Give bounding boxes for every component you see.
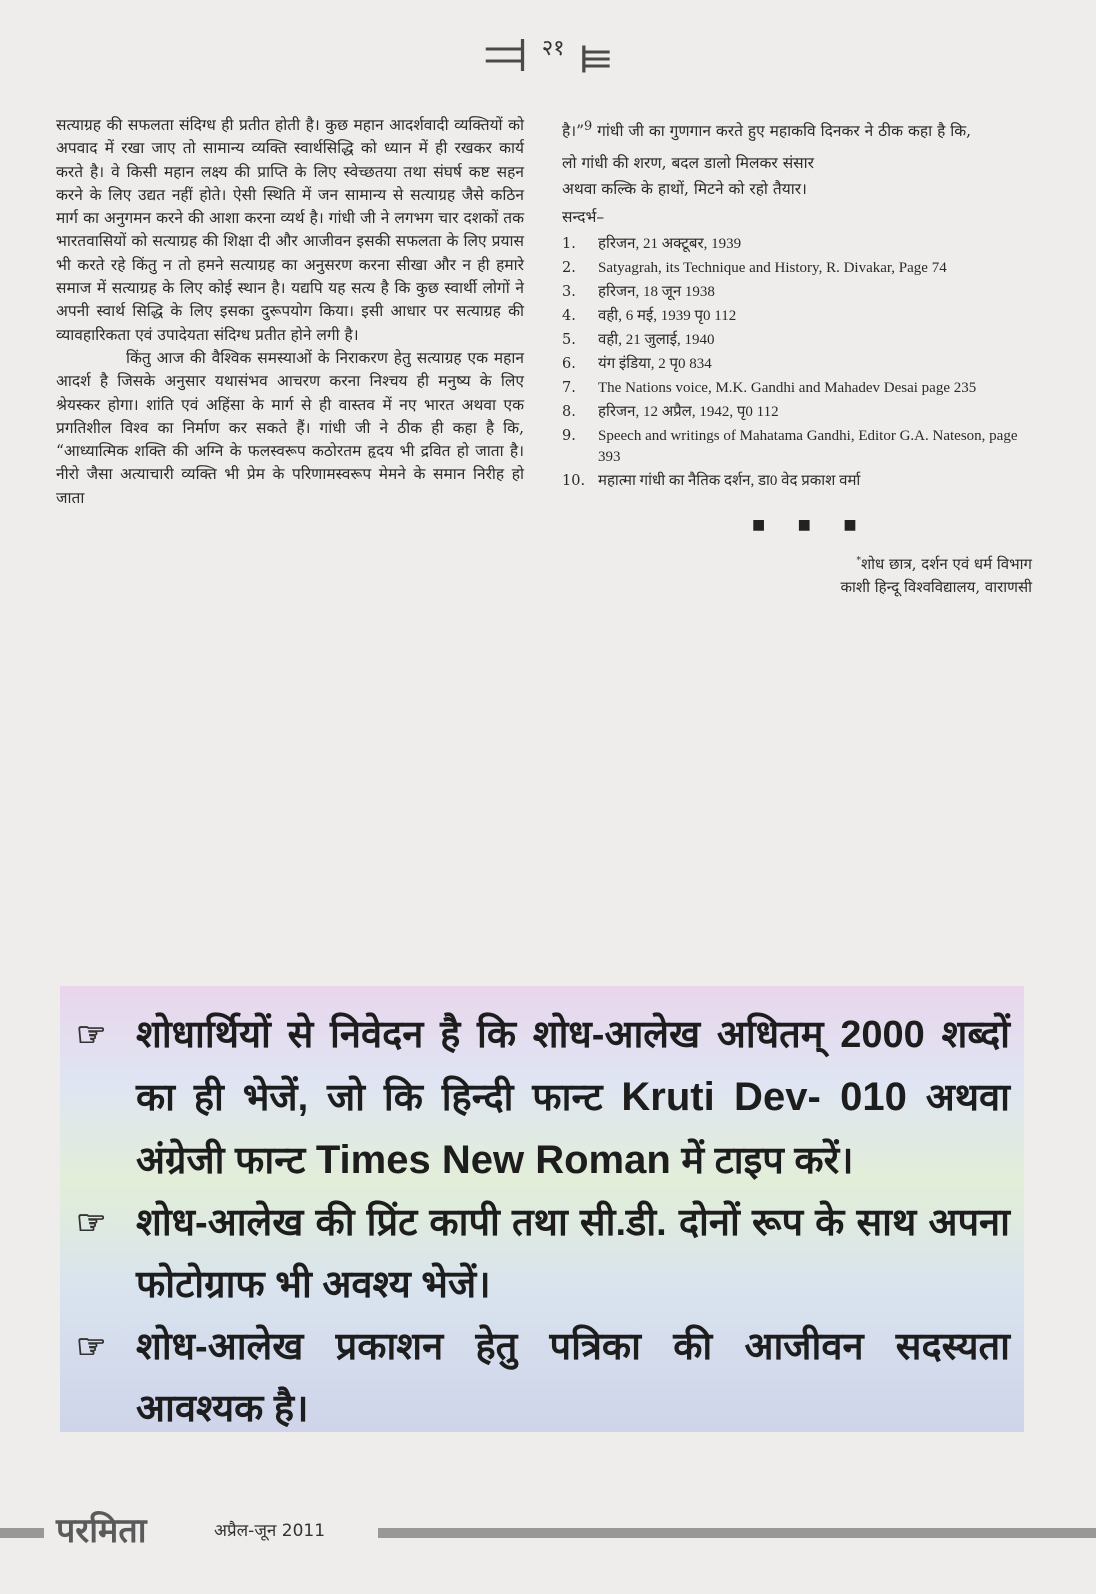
- journal-name: परमिता: [56, 1511, 147, 1551]
- reference-number: 5.: [562, 332, 576, 349]
- reference-item: [562, 282, 1032, 303]
- reference-number: 7.: [562, 380, 576, 397]
- font-name-krutidev: Kruti Dev- 010: [621, 1075, 907, 1119]
- reference-text: हरिजन, 21 अक्टूबर, 1939: [598, 236, 742, 253]
- reference-item: [562, 330, 1032, 351]
- reference-item: [562, 234, 1032, 255]
- reference-number: 8.: [562, 404, 576, 421]
- continued-quote-end: है।”: [562, 122, 585, 141]
- poem-quote: [562, 150, 1032, 202]
- footer-rule-right: [378, 1528, 1096, 1538]
- reference-item: [562, 306, 1032, 327]
- notice-box: [60, 986, 1024, 1432]
- continued-paragraph: [562, 114, 1032, 144]
- header-right-ornament: ⫢: [578, 18, 612, 86]
- reference-item: [562, 258, 1032, 279]
- notice-item: [76, 1192, 1010, 1316]
- issue-date: अप्रैल-जून 2011: [214, 1521, 326, 1541]
- footer-rule-left: [0, 1528, 44, 1538]
- reference-text: Satyagrah, its Technique and History, R. Divakar, Page 74: [598, 260, 947, 277]
- header-left-ornament: ⫤: [484, 18, 528, 86]
- references-list: [562, 234, 1032, 492]
- author-line: काशी हिन्दू विश्वविद्यालय, वाराणसी: [840, 578, 1032, 597]
- font-name-times: Times New Roman: [315, 1138, 671, 1182]
- reference-text: Speech and writings of Mahatama Gandhi, Editor G.A. Nateson, page 393: [598, 428, 1018, 466]
- reference-text: यंग इंडिया, 2 पृ0 834: [598, 356, 712, 373]
- pointing-hand-icon: ☞: [76, 1204, 107, 1242]
- notice-item: [76, 1316, 1010, 1440]
- right-column: [562, 114, 1032, 599]
- footnote-marker: 9: [584, 119, 593, 134]
- reference-text: वही, 21 जुलाई, 1940: [598, 332, 715, 349]
- notice-text: शोध-आलेख प्रकाशन हेतु पत्रिका की आजीवन सदस्यता आवश्यक है।: [136, 1326, 1010, 1430]
- reference-item: [562, 471, 1032, 492]
- left-column: [56, 114, 524, 510]
- reference-text: महात्मा गांधी का नैतिक दर्शन, डा0 वेद प्रकाश वर्मा: [598, 473, 861, 490]
- reference-number: 2.: [562, 260, 576, 277]
- author-line: *शोध छात्र, दर्शन एवं धर्म विभाग: [856, 555, 1032, 574]
- references-heading: सन्दर्भ–: [562, 208, 605, 227]
- reference-item: [562, 402, 1032, 423]
- poem-line: लो गांधी की शरण, बदल डालो मिलकर संसार: [562, 154, 814, 173]
- reference-text: The Nations voice, M.K. Gandhi and Mahadev Desai page 235: [598, 380, 977, 397]
- reference-text: हरिजन, 18 जून 1938: [598, 284, 715, 301]
- body-paragraph: सत्याग्रह की सफलता संदिग्ध ही प्रतीत होती है। कुछ महान आदर्शवादी व्यक्तियों को अपवाद में रखा जाए तो सामान्य व्यक्ति स्वार्थसिद्धि को ध्यान में ही रखकर कार्य करते है। वे किसी महान लक्ष्य की प्राप्ति के लिए स्वेच्छतया तथा संघर्ष कष्ट सहन करने के लिए उद्यत नहीं होते। ऐसी स्थिति में जन सामान्य से सत्याग्रह जैसे कठिन मार्ग का अनुगमन करने की आशा करना व्यर्थ है। गांधी जी ने लगभग चार दशकों तक भारतवासियों को सत्याग्रह की शिक्षा दी और आजीवन इसकी सफलता के लिए प्रयास भी करते रहे किंतु न तो हमने सत्याग्रह का अनुसरण करना सीखा और न ही हमारे समाज में सत्याग्रह के लिए कोई स्थान है। यद्यपि यह सत्य है कि कुछ स्वार्थी लोगों ने अपनी स्वार्थ सिद्धि के लिए इसका दुरूपयोग किया। इसी आधार पर सत्याग्रह की व्यावहारिकता एवं उपादेयता संदिग्ध प्रतीत होने लगी है।: [56, 116, 524, 344]
- reference-item: [562, 378, 1032, 399]
- reference-item: [562, 354, 1032, 375]
- author-marker: *: [856, 556, 861, 567]
- reference-number: 10.: [562, 473, 586, 490]
- reference-number: 1.: [562, 236, 576, 253]
- pointing-hand-icon: ☞: [76, 1328, 107, 1366]
- author-affiliation: [562, 550, 1032, 599]
- reference-text: हरिजन, 12 अप्रैल, 1942, पृ0 112: [598, 404, 779, 421]
- reference-number: 4.: [562, 308, 576, 325]
- continued-text: गांधी जी का गुणगान करते हुए महाकवि दिनकर ने ठीक कहा है कि,: [592, 122, 972, 141]
- page-header: [0, 18, 1096, 86]
- reference-number: 9.: [562, 428, 576, 445]
- reference-number: 6.: [562, 356, 576, 373]
- reference-text: वही, 6 मई, 1939 पृ0 112: [598, 308, 737, 325]
- poem-line: अथवा कल्कि के हाथों, मिटने को रहो तैयार।: [562, 180, 807, 199]
- notice-text: शोध-आलेख की प्रिंट कापी तथा सी.डी. दोनों रूप के साथ अपना फोटोग्राफ भी अवश्य भेजें।: [136, 1202, 1010, 1306]
- notice-text: शोधार्थियों से निवेदन है कि शोध-आलेख अधितम् 2000 शब्दों का ही भेजें, जो कि हिन्दी फान्ट Kruti Dev- 010 अथवा अंग्रेजी फान्ट Times New Roman में टाइप करें।: [136, 1014, 1010, 1182]
- notice-item: [76, 1004, 1010, 1192]
- reference-number: 3.: [562, 284, 576, 301]
- page-number: २१: [541, 36, 565, 61]
- body-paragraph: किंतु आज की वैश्विक समस्याओं के निराकरण हेतु सत्याग्रह एक महान आदर्श है जिसके अनुसार यथासंभव आचरण करना निश्चय ही मनुष्य के लिए श्रेयस्कर होगा। शांति एवं अहिंसा के मार्ग से ही वास्तव में नए भारत अथवा एक प्रगतिशील विश्व का निर्माण कर सकते हैं। गांधी जी ने ठीक ही कहा है कि, “आध्यात्मिक शक्ति की अग्नि के फलस्वरूप कठोरतम हृदय भी द्रवित हो जाता है। नीरो जैसा अत्याचारी व्यक्ति भी प्रेम के परिणामस्वरूप मेमने के समान निरीह हो जाता: [56, 348, 524, 507]
- pointing-hand-icon: ☞: [76, 1016, 107, 1054]
- section-end-ornament: ■ ■ ■: [752, 517, 871, 534]
- reference-item: [562, 426, 1032, 468]
